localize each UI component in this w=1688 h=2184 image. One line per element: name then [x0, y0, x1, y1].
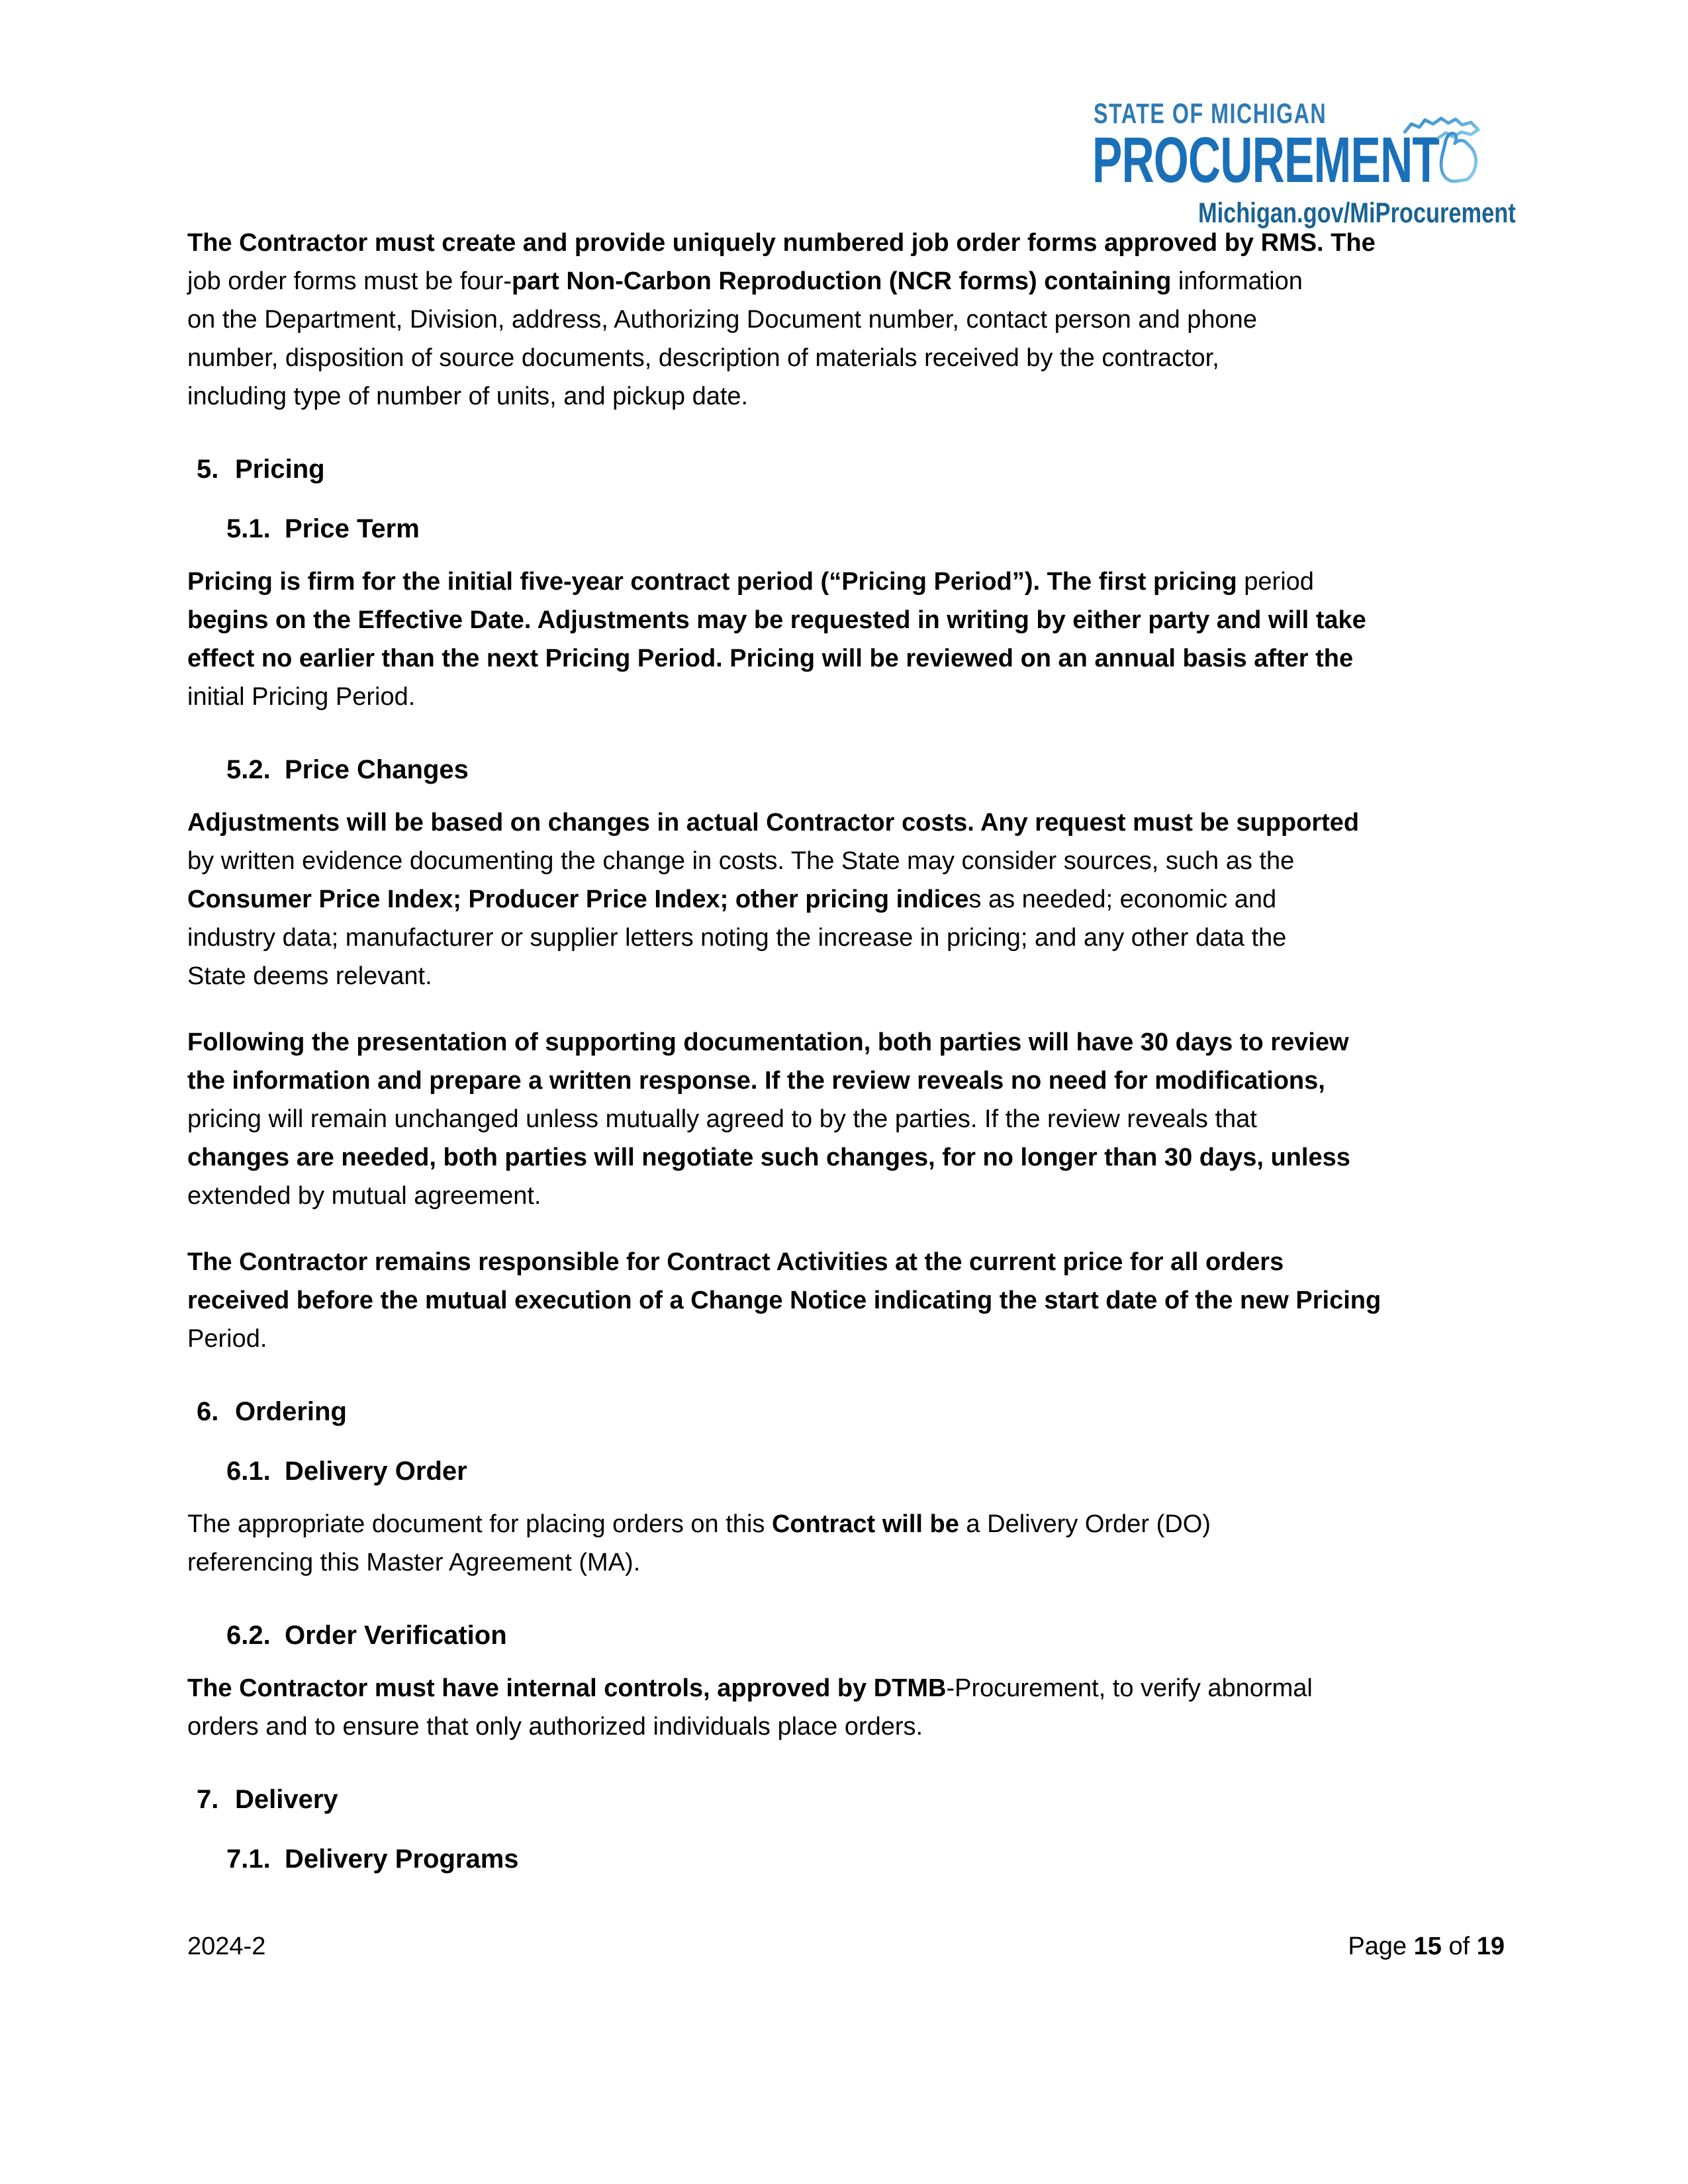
state-of-michigan-procurement-logo: [1092, 98, 1516, 230]
heading-7: [187, 1780, 338, 1819]
text-line: The appropriate document for placing orders on this Contract will be a Delivery Order (DO): [187, 1510, 1211, 1538]
heading-number: 7.1.: [226, 1844, 271, 1874]
text-line: by written evidence documenting the change in costs. The State may consider sources, such as the: [187, 847, 1295, 875]
text-line: changes are needed, both parties will negotiate such changes, for no longer than 30 days, unless: [187, 1144, 1350, 1171]
logo-state-of-michigan-text: STATE OF MICHIGAN: [1094, 98, 1327, 130]
text-line: referencing this Master Agreement (MA).: [187, 1549, 641, 1576]
heading-number: 5.1.: [226, 514, 271, 543]
paragraph: [187, 1023, 1350, 1215]
heading-title: Delivery: [235, 1785, 338, 1814]
michigan-map-icon: [1395, 97, 1501, 189]
text-line: on the Department, Division, address, Authorizing Document number, contact person and phone: [187, 306, 1257, 334]
text-line: including type of number of units, and pickup date.: [187, 383, 749, 410]
paragraph: [187, 563, 1366, 716]
heading-title: Delivery Order: [285, 1457, 467, 1486]
heading-7-1: [187, 1840, 519, 1878]
text-line: industry data; manufacturer or supplier letters noting the increase in pricing; and any other data the: [187, 924, 1287, 952]
heading-title: Price Changes: [285, 755, 469, 784]
heading-number: 6.1.: [226, 1457, 271, 1486]
text-line: Adjustments will be based on changes in actual Contractor costs. Any request must be supported: [187, 809, 1360, 837]
heading-title: Price Term: [285, 514, 420, 543]
text-line: State deems relevant.: [187, 962, 432, 990]
text-line: Pricing is firm for the initial five-year contract period (“Pricing Period”). The first pricing period: [187, 568, 1314, 596]
footer-document-number: 2024-2: [187, 1933, 266, 1960]
heading-6: [187, 1392, 347, 1431]
paragraph: [187, 1669, 1313, 1746]
paragraph: [187, 1243, 1381, 1358]
paragraph: [187, 224, 1376, 416]
text-line: The Contractor remains responsible for Contract Activities at the current price for all orders: [187, 1248, 1284, 1276]
heading-6-2: [187, 1616, 507, 1655]
text-line: received before the mutual execution of a Change Notice indicating the start date of the new Pricing: [187, 1287, 1382, 1314]
logo-procurement-text: PROCUREMENT: [1092, 124, 1440, 196]
heading-5: [187, 450, 325, 488]
text-line: extended by mutual agreement.: [187, 1182, 541, 1210]
document-body: [187, 224, 1511, 1893]
text-line: orders and to ensure that only authorized individuals place orders.: [187, 1713, 923, 1741]
heading-5-2: [187, 751, 469, 789]
text-line: Consumer Price Index; Producer Price Index; other pricing indices as needed; economic and: [187, 886, 1277, 913]
paragraph: [187, 1505, 1211, 1582]
text-line: The Contractor must create and provide uniquely numbered job order forms approved by RMS. The: [187, 229, 1376, 257]
heading-number: 5.: [197, 455, 219, 484]
text-line: Period.: [187, 1325, 267, 1353]
heading-number: 6.2.: [226, 1621, 271, 1650]
text-line: The Contractor must have internal controls, approved by DTMB-Procurement, to verify abnormal: [187, 1674, 1313, 1702]
footer-page-number: Page 15 of 19: [1348, 1933, 1505, 1960]
heading-5-1: [187, 510, 420, 548]
heading-number: 5.2.: [226, 755, 271, 784]
heading-title: Order Verification: [285, 1621, 507, 1650]
text-line: job order forms must be four-part Non-Carbon Reproduction (NCR forms) containing information: [187, 267, 1303, 295]
text-line: effect no earlier than the next Pricing Period. Pricing will be reviewed on an annual basis after the: [187, 645, 1354, 672]
text-line: Following the presentation of supporting documentation, both parties will have 30 days to review: [187, 1028, 1349, 1056]
text-line: pricing will remain unchanged unless mutually agreed to by the parties. If the review reveals that: [187, 1105, 1257, 1133]
text-line: number, disposition of source documents, description of materials received by the contractor,: [187, 344, 1219, 372]
heading-title: Ordering: [235, 1397, 347, 1426]
heading-number: 6.: [197, 1397, 219, 1426]
heading-title: Pricing: [235, 455, 325, 484]
text-line: begins on the Effective Date. Adjustments may be requested in writing by either party and will take: [187, 606, 1366, 634]
text-line: initial Pricing Period.: [187, 683, 416, 711]
heading-number: 7.: [197, 1785, 219, 1814]
logo-url-text: Michigan.gov/MiProcurement: [1198, 197, 1516, 229]
heading-6-1: [187, 1452, 467, 1490]
page-footer: [187, 1927, 1505, 1966]
paragraph: [187, 803, 1359, 995]
heading-title: Delivery Programs: [285, 1844, 519, 1874]
text-line: the information and prepare a written response. If the review reveals no need for modifications,: [187, 1067, 1325, 1095]
